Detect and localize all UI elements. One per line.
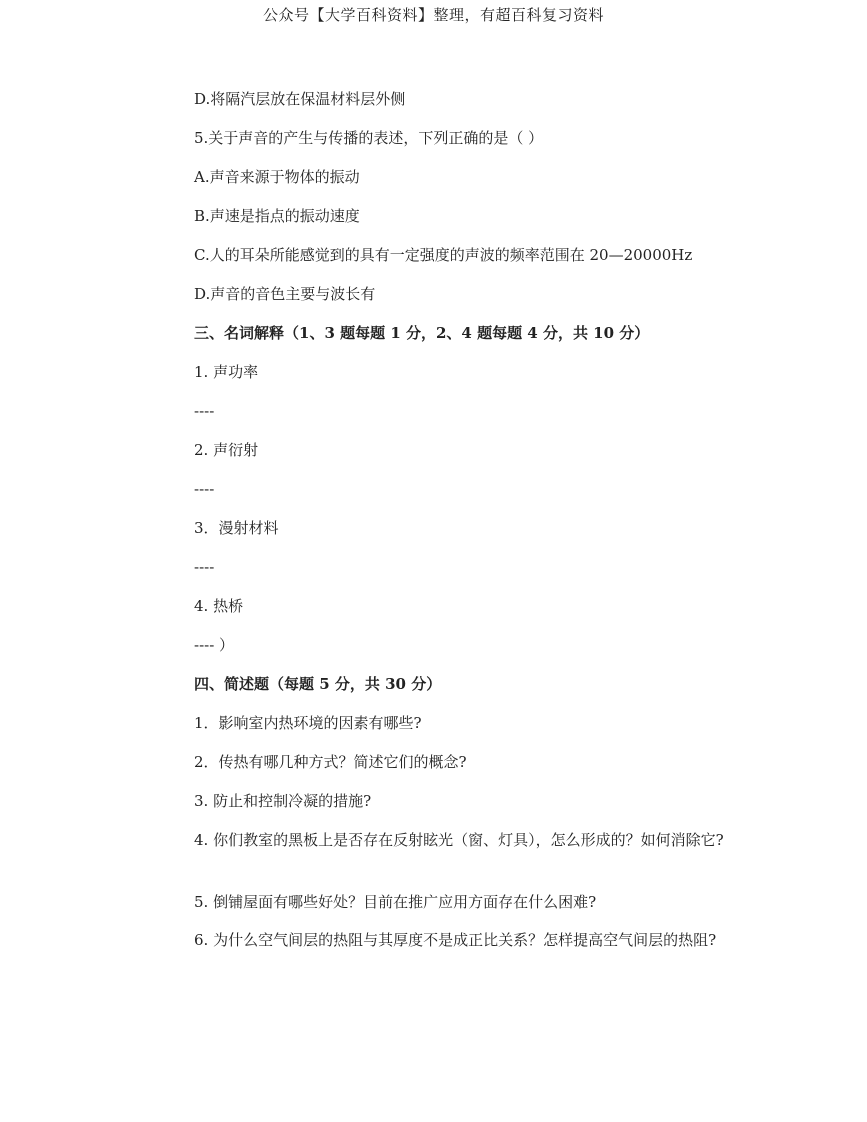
short-question: 1．影响室内热环境的因素有哪些? <box>194 714 422 732</box>
section-terms-heading: 三、名词解释（1、3 题每题 1 分，2、4 题每题 4 分，共 10 分） <box>194 324 650 342</box>
short-question: 6. 为什么空气间层的热阻与其厚度不是成正比关系？怎样提高空气间层的热阻? <box>194 931 717 949</box>
q5-option-d: D.声音的音色主要与波长有 <box>194 285 376 303</box>
short-question: 3. 防止和控制冷凝的措施? <box>194 792 372 810</box>
q5-option-b: B.声速是指点的振动速度 <box>194 207 360 225</box>
term-item-label: 3．漫射材料 <box>194 519 279 537</box>
term-item-blank: ---- <box>194 402 215 420</box>
section-short-heading: 四、简述题（每题 5 分，共 30 分） <box>194 675 442 693</box>
q5-option-a: A.声音来源于物体的振动 <box>194 168 360 186</box>
term-item-blank: ---- <box>194 558 215 576</box>
page-header: 公众号【大学百科资料】整理，有超百科复习资料 <box>262 6 604 24</box>
short-question: 2．传热有哪几种方式？简述它们的概念? <box>194 753 467 771</box>
term-item-label: 2. 声衍射 <box>194 441 259 459</box>
q5-stem: 5.关于声音的产生与传播的表述，下列正确的是（ ） <box>194 129 544 147</box>
q4-option-d: D.将隔汽层放在保温材料层外侧 <box>194 90 406 108</box>
short-question: 5. 倒铺屋面有哪些好处？目前在推广应用方面存在什么困难? <box>194 893 597 911</box>
term-item-blank: ---- <box>194 480 215 498</box>
term-item-blank: ---- ） <box>194 636 235 654</box>
term-item-label: 4. 热桥 <box>194 597 244 615</box>
term-item-label: 1. 声功率 <box>194 363 259 381</box>
q5-option-c: C.人的耳朵所能感觉到的具有一定强度的声波的频率范围在 20—20000Hz <box>194 246 693 264</box>
short-question: 4. 你们教室的黑板上是否存在反射眩光（窗、灯具），怎么形成的？如何消除它? <box>194 831 724 849</box>
